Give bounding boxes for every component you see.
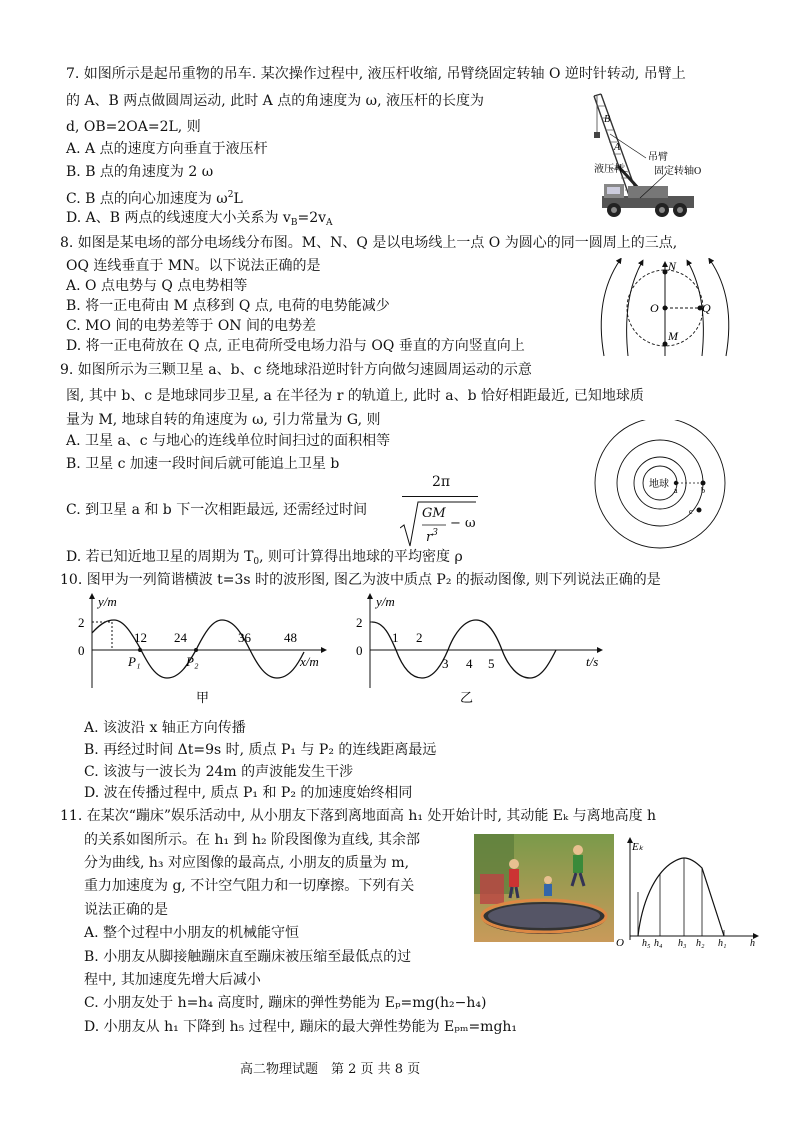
q7-option-b: B. B 点的角速度为 2 ω — [66, 164, 214, 180]
q10-line1: 10. 图甲为一列简谐横波 t=3s 时的波形图, 图乙为波中质点 P₂ 的振动图像, 则下列说法正确的是 — [60, 572, 661, 588]
svg-text:0: 0 — [78, 643, 85, 658]
svg-text:h₄: h₄ — [654, 938, 663, 948]
q11-option-b-line1: B. 小朋友从脚接触蹦床直至蹦床被压缩至最低点的过 — [84, 949, 412, 965]
q11-option-a: A. 整个过程中小朋友的机械能守恒 — [84, 925, 300, 941]
q11-line4: 重力加速度为 g, 不计空气阻力和一切摩擦。下列有关 — [84, 878, 415, 894]
q8-option-c: C. MO 间的电势差等于 ON 间的电势差 — [66, 318, 317, 334]
q9-line2: 图, 其中 b、c 是地球同步卫星, a 在半径为 r 的轨道上, 此时 a、b 恰好相距最近, 已知地球质 — [66, 388, 644, 404]
svg-text:h₅: h₅ — [642, 938, 651, 948]
svg-text:t/s: t/s — [586, 654, 599, 669]
ek-h-graph — [614, 832, 764, 948]
q11-line3: 分为曲线, h₃ 对应图像的最高点, 小朋友的质量为 m, — [84, 855, 410, 871]
svg-text:h: h — [750, 938, 755, 948]
field-label-o: O — [650, 301, 659, 315]
q7-option-a: A. A 点的速度方向垂直于液压杆 — [66, 141, 268, 157]
svg-text:h₁: h₁ — [718, 938, 727, 948]
electric-field-figure — [592, 258, 752, 358]
svg-text:3: 3 — [442, 656, 449, 671]
svg-text:乙: 乙 — [460, 690, 474, 705]
q11-line5: 说法正确的是 — [84, 902, 168, 918]
svg-text:x/m: x/m — [300, 654, 319, 669]
svg-text:O: O — [616, 937, 624, 948]
svg-text:2: 2 — [356, 615, 363, 630]
q7-line3: d, OB=2OA=2L, 则 — [66, 119, 201, 135]
svg-text:甲: 甲 — [196, 690, 210, 705]
q10-option-d: D. 波在传播过程中, 质点 P₁ 和 P₂ 的加速度始终相同 — [84, 785, 413, 801]
trampoline-photo — [474, 834, 614, 942]
satellite-label-c: c — [689, 507, 693, 516]
svg-text:2: 2 — [78, 615, 85, 630]
satellite-label-a: a — [674, 486, 678, 495]
q11-line2: 的关系如图所示。在 h₁ 到 h₂ 阶段图像为直线, 其余部 — [84, 832, 420, 848]
svg-text:12: 12 — [134, 630, 147, 645]
q11-option-d: D. 小朋友从 h₁ 下降到 h₅ 过程中, 蹦床的最大弹性势能为 Eₚₘ=mgh₁ — [84, 1019, 518, 1035]
vibration-graph-yi — [350, 590, 610, 706]
q8-option-d: D. 将一正电荷放在 Q 点, 正电荷所受电场力沿与 OQ 垂直的方向竖直向上 — [66, 338, 525, 354]
field-label-n: N — [668, 259, 677, 273]
q9-option-b: B. 卫星 c 加速一段时间后就可能追上卫星 b — [66, 456, 340, 472]
svg-text:y/m: y/m — [98, 594, 117, 609]
page-footer: 高二物理试题 第 2 页 共 8 页 — [240, 1062, 421, 1077]
q11-line1: 11. 在某次“蹦床”娱乐活动中, 从小朋友下落到离地面高 h₁ 处开始计时, 其动能 Eₖ 与离地高度 h — [60, 808, 657, 824]
q10-option-b: B. 再经过时间 Δt=9s 时, 质点 P₁ 与 P₂ 的连线距离最远 — [84, 742, 437, 758]
satellite-label-b: b — [701, 486, 705, 495]
q9-option-d: D. 若已知近地卫星的周期为 $T_0$, 则可计算得出地球的平均密度 ρ — [66, 549, 463, 567]
earth-label: 地球 — [649, 479, 669, 490]
q9-line3: 量为 M, 地球自转的角速度为 ω, 引力常量为 G, 则 — [66, 412, 381, 428]
crane-label-b: B — [604, 114, 611, 125]
crane-figure — [588, 86, 738, 222]
svg-text:0: 0 — [356, 643, 363, 658]
svg-text:P₁: P₁ — [128, 654, 141, 669]
svg-text:5: 5 — [488, 656, 495, 671]
q8-line2: OQ 连线垂直于 MN。以下说法正确的是 — [66, 258, 321, 274]
q7-line1: 7. 如图所示是起吊重物的吊车. 某次操作过程中, 液压杆收缩, 吊臂绕固定转轴 O 逆时针转动, 吊臂上 — [66, 66, 686, 82]
q10-option-a: A. 该波沿 x 轴正方向传播 — [84, 720, 246, 736]
field-label-q: Q — [702, 301, 711, 315]
q10-option-c: C. 该波与一波长为 24m 的声波能发生干涉 — [84, 764, 354, 780]
q8-option-b: B. 将一正电荷由 M 点移到 Q 点, 电荷的电势能减少 — [66, 298, 390, 314]
crane-label-axis: 固定转轴O — [654, 166, 702, 177]
svg-text:48: 48 — [284, 630, 297, 645]
svg-text:h₂: h₂ — [696, 938, 705, 948]
svg-text:1: 1 — [392, 630, 399, 645]
q8-line1: 8. 如图是某电场的部分电场线分布图。M、N、Q 是以电场线上一点 O 为圆心的同一圆周上的三点, — [60, 235, 678, 251]
crane-label-a: A — [614, 142, 621, 153]
svg-text:36: 36 — [238, 630, 251, 645]
field-label-m: M — [668, 329, 678, 343]
q11-option-b-line2: 程中, 其加速度先增大后减小 — [84, 972, 261, 988]
q7-line2: 的 A、B 两点做圆周运动, 此时 A 点的角速度为 ω, 液压杆的长度为 — [66, 93, 484, 109]
q7-option-c: C. B 点的向心加速度为 $\omega^2L$ — [66, 190, 243, 207]
q7-option-d: D. A、B 两点的线速度大小关系为 $v_B=2v_A$ — [66, 210, 333, 228]
q9-line1: 9. 如图所示为三颗卫星 a、b、c 绕地球沿逆时针方向做匀速圆周运动的示意 — [60, 362, 532, 378]
q11-option-c: C. 小朋友处于 h=h₄ 高度时, 蹦床的弹性势能为 Eₚ=mg(h₂−h₄) — [84, 995, 487, 1011]
svg-text:2: 2 — [416, 630, 423, 645]
svg-text:4: 4 — [466, 656, 473, 671]
q8-option-a: A. O 点电势与 Q 点电势相等 — [66, 278, 248, 294]
crane-label-rod: 液压杆 — [594, 164, 624, 175]
svg-text:Eₖ: Eₖ — [632, 841, 644, 853]
wave-graph-jia — [72, 590, 332, 706]
q9-option-a: A. 卫星 a、c 与地心的连线单位时间扫过的面积相等 — [66, 433, 391, 449]
q9-option-c: C. 到卫星 a 和 b 下一次相距最远, 还需经过时间 — [66, 502, 368, 518]
svg-text:P₂: P₂ — [186, 654, 199, 669]
svg-text:24: 24 — [174, 630, 187, 645]
q9-formula: 2π GM $r^3$ − ω — [398, 474, 480, 550]
svg-text:y/m: y/m — [376, 594, 395, 609]
satellite-figure — [585, 420, 775, 560]
crane-label-arm: 吊臂 — [648, 152, 668, 163]
svg-text:h₃: h₃ — [678, 938, 687, 948]
